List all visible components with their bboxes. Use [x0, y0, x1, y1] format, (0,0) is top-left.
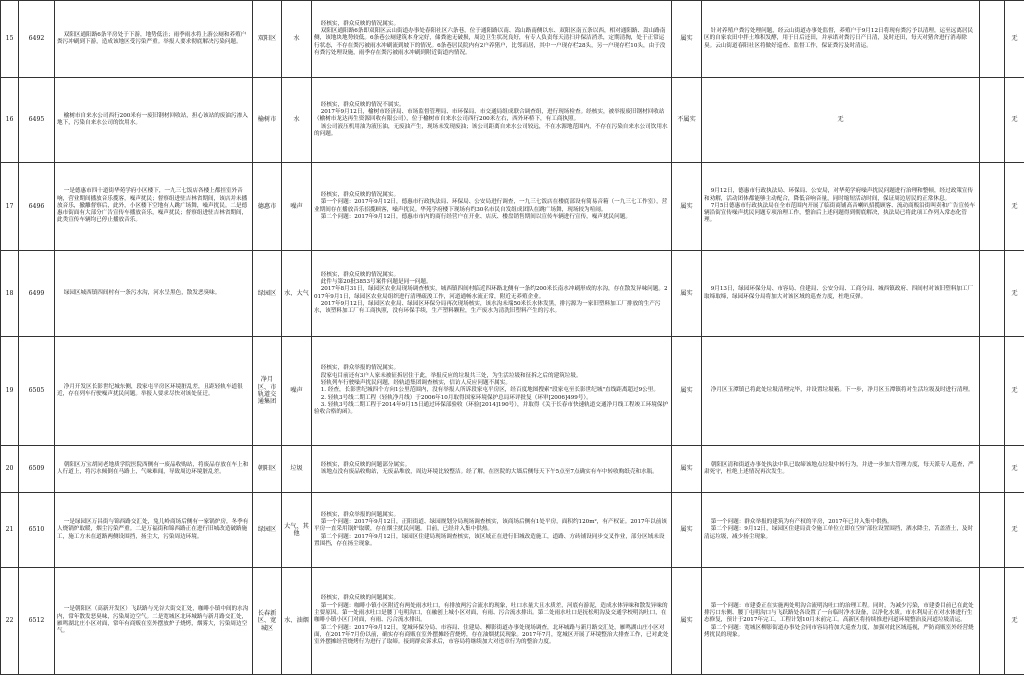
district: 绿园区 [253, 493, 282, 568]
complaint-paragraph: 净月开发区长影世纪城东侧，段家屯平房区环境脏乱差，且距轻轨车道很近，存在列车行驶噪声扰民问题。举报人要求尽快对该处征迁。 [57, 383, 243, 397]
pollution-type: 水 [282, 78, 312, 163]
finding-paragraph: 2017年8月31日，绿园区农业局现场调查核实，城西镇四间村临近四环路北侧有一条约200米长南水冲刷形成的水沟，存在散发异味问题。2017年9月1日，绿园区农业局组织进行清理疏浚工作，河道通畅水流正常，附近无养殖企业。 [314, 286, 668, 300]
district: 德惠市 [253, 163, 282, 251]
case-number: 6499 [19, 251, 55, 337]
finding-paragraph: 2. 轻轨3号线二期工程（轻轨净月线）于2006年10月取得国家环境保护总局环评批复（环审[2006]499号）。 [320, 394, 592, 401]
complaint-text [55, 163, 253, 251]
result-paragraph: 第二个问题：9月12日，绿园区住建局责令施工单位立即在空旷部位设置围挡，洒水降尘，苫盖渣土，及时清运垃圾，减少扬尘现象。 [704, 526, 974, 540]
result-paragraph: 7月5日德惠市行政执法局在全市范围内开展了临街商铺高音喇叭招揽顾客、流动商贩沿街叫卖和广告宣传车辆沿街宣传噪声扰民问题专项治理工作，整治后上述问题得到彻底解决，执法局已将此项工作列入常态化管理。 [704, 202, 976, 224]
pollution-type: 水、油烟 [282, 568, 312, 675]
investigation-findings [312, 493, 672, 568]
result-paragraph: 9月12日，德惠市行政执法局、环保局、公安局，对华苑学府噪声扰民问题进行治理和整顿，经过政策宣传和劝解，活动团体都能够主动配合，降低音响音量，同时缩短活动时间，保证周边居民的正常休息。 [704, 188, 974, 202]
finding-paragraph: 2017年9月12日，榆树市经济局、市场监督管理局、市环保局、市交通局组成联合调查组，进行现场检查。经核实，被举报废旧钢材回收站（榆树市龙达再生资源回收有限公司），位于榆树市自来水公司西行200米左右，西外环桥下，有工商执照。 [314, 109, 665, 123]
finding-paragraph: 3. 轻轨3号线二期工程于2014年9月15日通过环保部验收（环验[2014]190号），并取得《关于长春市快速轨道交通净月线工程竣工环境保护验收合格的函》。 [314, 401, 669, 416]
investigation-findings [312, 446, 672, 493]
pollution-type: 水、大气 [282, 251, 312, 337]
result-paragraph: 无 [837, 116, 844, 124]
table-row [1, 337, 1024, 446]
finding-paragraph: 轻轨列车行驶噪声扰民问题，经轨道集团调查核实，信访人反应问题不属实。 [320, 380, 511, 387]
table-row [1, 78, 1024, 163]
finding-paragraph: 段家屯目前还有3户人家未被征拆居住于此，举报反应的垃圾共三处，为生活垃圾和征拆之后的建筑垃圾。 [320, 372, 582, 379]
remark: 无 [1005, 251, 1024, 337]
table-row [1, 251, 1024, 337]
investigation-findings [312, 251, 672, 337]
finding-paragraph: 经核实，群众反映的情况属实。 [320, 191, 400, 198]
investigation-findings [312, 78, 672, 163]
finding-paragraph: 经核实，群众反映的问题属实。 [320, 595, 400, 602]
district: 绿园区 [253, 251, 282, 337]
blank-cell [980, 493, 1005, 568]
verdict: 属实 [672, 1, 702, 78]
blank-cell [980, 78, 1005, 163]
finding-paragraph: 2017年9月12日，绿园区农业局、绿园区环保分局再次现场核实，该水沟未端50米长水体发黑，排污源为一家旧塑料加工厂排放的生产污水，该塑料加工厂有工商执照，没有环保手续，生产塑料颗粒，生产废水为清洗旧塑料产生的污水。 [314, 300, 661, 315]
complaint-text [55, 1, 253, 78]
result-paragraph: 第一个问题：群众举报的建筑为有产权的平房，2017年已并入集中供热。 [710, 519, 893, 526]
verdict: 属实 [672, 493, 702, 568]
handling-result [702, 251, 980, 337]
table-row [1, 493, 1024, 568]
complaint-text [55, 568, 253, 675]
remark: 无 [1005, 337, 1024, 446]
finding-paragraph: 双阳区通阳路6条即双阳区云山街道办事处春阳社区六条巷，位于通阳路以南、嵩山路南侧以东、双阳区南五条以西，相对通阳路、嵩山路南侧，该地块地势较低。6条巷公厕建筑本身完好，储粪池无破损，周边卫生状况良好，有专人负责每天清扫并保洁消杀，定期清掏，处于正常运行状态，不存在粪污被雨水冲刷流到坡下的情况。6条巷居民院内有2户养猪户，比邻而居，其中一户现存栏28头，另一户现存栏10头，由于没有粪污处理设施，雨季存在粪污被雨水冲刷到附近街道内情况。 [314, 28, 666, 56]
row-seq: 19 [1, 337, 19, 446]
finding-paragraph: 第一个问题：2017年9月12日，正阳街道、绿园规划分局现场调查核实，该商场后侧有1处平房，面积约120m²，有产权证。2017年以前该平房一直采用锅炉取暖，存在烟尘扰民问题。目前，已经并入集中供热。 [314, 519, 667, 533]
verdict: 属实 [672, 163, 702, 251]
district: 净月区、市轨道交通集团 [253, 337, 282, 446]
handling-result [702, 1, 980, 78]
table-row [1, 568, 1024, 675]
blank-cell [980, 568, 1005, 675]
handling-result [702, 446, 980, 493]
complaint-text [55, 493, 253, 568]
district: 双阳区 [253, 1, 282, 78]
verdict: 属实 [672, 568, 702, 675]
complaint-text [55, 337, 253, 446]
case-number: 6505 [19, 337, 55, 446]
verdict: 属实 [672, 446, 702, 493]
row-seq: 16 [1, 78, 19, 163]
remark: 无 [1005, 446, 1024, 493]
pollution-type: 水 [282, 1, 312, 78]
finding-paragraph: 1. 经查，长影世纪城四个方向1公里范围内，没有举报人所诉段家屯平房区，经百度地图搜索"段家屯至长影世纪城"直线距离超过9公里。 [320, 387, 659, 394]
verdict: 属实 [672, 251, 702, 337]
row-seq: 17 [1, 163, 19, 251]
complaint-text [55, 251, 253, 337]
case-number: 6512 [19, 568, 55, 675]
finding-paragraph: 第二个问题：2017年9月12日，绿园区住建局现场调查核实，该区域正在进行旧城改造施工，道路、方砖铺设同步交叉作业，部分区域未设置围挡，存在扬尘现象。 [314, 533, 665, 547]
pollution-type: 垃圾 [282, 446, 312, 493]
result-paragraph: 净月区玉潭镇已将此处垃圾清理完毕，并设置垃圾箱。下一步，净月区玉潭镇将对生活垃圾及时进行清理。 [710, 387, 974, 394]
investigation-findings [312, 1, 672, 78]
case-number: 6509 [19, 446, 55, 493]
complaint-paragraph: 榆树市自来水公司西行200米有一废旧钢材回收站，担心该站的废油污渗入地下，污染自来水公司的饮用水。 [57, 112, 248, 126]
handling-result [702, 337, 980, 446]
result-paragraph: 朝阳区清和街道办事处执法中队已取缔该地点垃圾中转行为，并进一步加大管理力度，每天派专人巡查，严肃死守，杜绝上述情况再次发生。 [704, 461, 974, 475]
verdict: 不属实 [672, 78, 702, 163]
remark: 无 [1005, 78, 1024, 163]
pollution-type: 噪声 [282, 337, 312, 446]
remark: 无 [1005, 1, 1024, 78]
result-paragraph: 针对养殖户粪污处理问题，经云山街道办事处监督，养殖户于9月12日将现有粪污予以清理，运至远离居民区的自家农田中拌土堆积发酵，用于日后还田，并承诺对粪污日产日清，及时还田，每天对猪舍进行消毒除臭。云山街道春阳社区将做好巡查、监督工作，保证粪污及时清运。 [704, 28, 974, 49]
handling-result [702, 163, 980, 251]
investigation-findings [312, 163, 672, 251]
remark: 无 [1005, 568, 1024, 675]
district: 长春新区、宽城区 [253, 568, 282, 675]
investigation-findings [312, 337, 672, 446]
finding-paragraph: 经核实，群众举报的情况属实。 [320, 365, 400, 372]
table-row [1, 446, 1024, 493]
blank-cell [980, 251, 1005, 337]
complaint-paragraph: 绿园区城西镇四间村有一条污水沟，河水呈黑色，散发恶臭味。 [63, 289, 221, 296]
finding-paragraph: 经核实，群众反映的情况属实。 [320, 20, 400, 27]
complaint-text [55, 78, 253, 163]
complaint-paragraph: 朝阳区万宝胡同老地质学院医院西侧有一废品收购站，将废品存放在车上和人行道上，将污水倾倒在马路上，气味难闻，导致周边环境脏乱差。 [57, 461, 249, 475]
row-seq: 15 [1, 1, 19, 78]
blank-cell [980, 337, 1005, 446]
finding-paragraph: 经核实，群众反映的问题部分属实。 [320, 461, 411, 468]
finding-paragraph: 经核实，群众反映的情况不属实。 [320, 101, 405, 108]
row-seq: 18 [1, 251, 19, 337]
complaint-paragraph: 双阳区通阳路6条平房处于下游，地势低洼；雨季雨水将上游公厕和养殖户粪污冲刷到下游，造成该地区受污染严重。举报人要求彻底解决污染问题。 [57, 31, 247, 45]
row-seq: 22 [1, 568, 19, 675]
complaint-paragraph: 一是绿园区万昌街与锦西路交汇处，兔儿岭商场后侧有一家锅炉房，冬季有人烧锅炉取暖，烟尘污染严重。二是万福街和锦西路正在进行旧城改造破路施工，施工方未在道路两侧设围挡，扬尘大，污染周边环境。 [57, 519, 249, 540]
finding-paragraph: 该地点没有废品收购站，无废品堆放，周边环境比较整洁。经了解，在医院的大墙后侧每天下午5点至7点确实有车中转收购纸壳和水瓶。 [320, 469, 658, 475]
investigation-findings [312, 568, 672, 675]
result-paragraph: 9月13日，绿园环保分局、市容局、住建局、公安分局、工商分局、城西镇政府、四间村对该旧塑料加工厂取缔取缔，绿园环保分局将加大对该区域的巡查力度，杜绝反弹。 [704, 286, 974, 300]
handling-result [702, 568, 980, 675]
row-seq: 20 [1, 446, 19, 493]
table-row [1, 163, 1024, 251]
remark: 无 [1005, 163, 1024, 251]
table-row [1, 1, 1024, 78]
result-paragraph: 第二个问题：宽城区柳影街道办事处会同市容局将加大巡查力度，加强对此区域巡视，严防商贩室外经营烧烤扰民的现象。 [704, 624, 974, 638]
complaint-text [55, 446, 253, 493]
finding-paragraph: 第二个问题：2017年9月12日，德惠市市内的商行经营户在开业、店庆、楼盘销售期间以宣传车辆进行宣传，噪声扰民问题。 [320, 213, 631, 220]
handling-result [702, 78, 980, 163]
table-body [1, 1, 1024, 675]
finding-paragraph: 第一个问题：2017年9月12日，德惠市行政执法局、环保局、公安局进行调查，一九三七饭店在楼底部设有简易音箱（一九三七工作室），营业期间存在播放音乐招揽顾客，噪声扰民。华苑学府楼下现场有约30名市民自发组成团队在跳广场舞，现场较为喧闹。 [314, 199, 668, 213]
case-number: 6495 [19, 78, 55, 163]
pollution-type: 大气、其他 [282, 493, 312, 568]
complaint-paragraph: 一是朝阳区（高新开发区）飞跃路与光谷大街交汇处，咖啡小镇中间的水沟内，常年散发恶臭味，污染周边空气。二是宽城区北环城路与新月路交汇处，雁鸣湖北庄小区对面，常年有商贩在室外摆放炉子烧烤，烟雾大，污染周边空气。 [57, 606, 249, 635]
case-number: 6492 [19, 1, 55, 78]
blank-cell [980, 446, 1005, 493]
case-number: 6510 [19, 493, 55, 568]
complaint-paragraph: 一是德惠市四十道街华苑学府小区楼下，一九三七饭店各楼上都挂室外音响，营业期间播放音乐揽客，噪声扰民；督察组进驻吉林省期间，该店并未播放音乐，撤離督察后，此外，小区楼下空地有人跳广场舞，噪声扰民。二是德惠市街面有大部分广告宣传车播放音乐，噪声扰民；督察组进驻吉林省期间，此类宣传车辆均已停止播放音乐。 [57, 188, 248, 224]
finding-paragraph: 经核实，群众举报的问题属实。 [320, 511, 400, 518]
verdict: 属实 [672, 337, 702, 446]
finding-paragraph: 该公司液压机用油为液压油，无废油产生，现场未发现废油；该公司距离自来水公司较远，不在水源地范围内，不存在污染自来水公司饮用水的问题。 [314, 123, 668, 137]
pollution-type: 噪声 [282, 163, 312, 251]
handling-result [702, 493, 980, 568]
row-seq: 21 [1, 493, 19, 568]
blank-cell [980, 1, 1005, 78]
case-number: 6496 [19, 163, 55, 251]
blank-cell [980, 163, 1005, 251]
remark: 无 [1005, 493, 1024, 568]
finding-paragraph: 此件与第20批3853号案件问题是同一问题。 [320, 278, 432, 285]
district: 朝阳区 [253, 446, 282, 493]
result-paragraph: 第一个问题：市建委正在实施两处明沟合流明沟吐口的治理工程。同时，为减少污染，市建委目前已在此处排污口东侧、腰丁屯明沟口与飞跃路处各设置了一台临时净水设备，以净化水质。市水利局正在对水体进行生态修复，预计于2017年完工，工程计划10月末前完工。高新区将持续推进河道环境整治及河道垃圾清运。 [704, 602, 974, 624]
finding-paragraph: 经核实，群众反映的情况属实。 [320, 271, 400, 278]
district: 榆树市 [253, 78, 282, 163]
finding-paragraph: 第一个问题：咖啡小镇小区附近有两处雨水吐口，有排放两污合流水的现象，吐口水量大且水质差，河底有游泥，造成水体异味和散发异味的主要原因。第一处雨水吐口是腰丁屯明沟口，在融创上城小区对面，有雨、污合流水排出。第二处雨水吐口是抚松明沟及交通学校明沟吐口，在咖啡小镇小区门对面，有雨、污合流水排出。 [314, 602, 668, 624]
finding-paragraph: 第二个问题：2017年9月12日，宽城环保分局、市容局、住建局、柳影街道办事处现场调查，北环城路与新月路交汇处，雁鸣湖山庄小区对面，在2017年7月份以前，确实存有商贩在室外摆摊经营烧烤，存在油烟扰民现象。2017年7月，宽城区开展了环境整治大排查工作，已对此处室外摆摊经营烧烤行为进行了取缔。接到群众诉求后，市容局将继续加大对违章行为的整治力度。 [314, 624, 669, 646]
